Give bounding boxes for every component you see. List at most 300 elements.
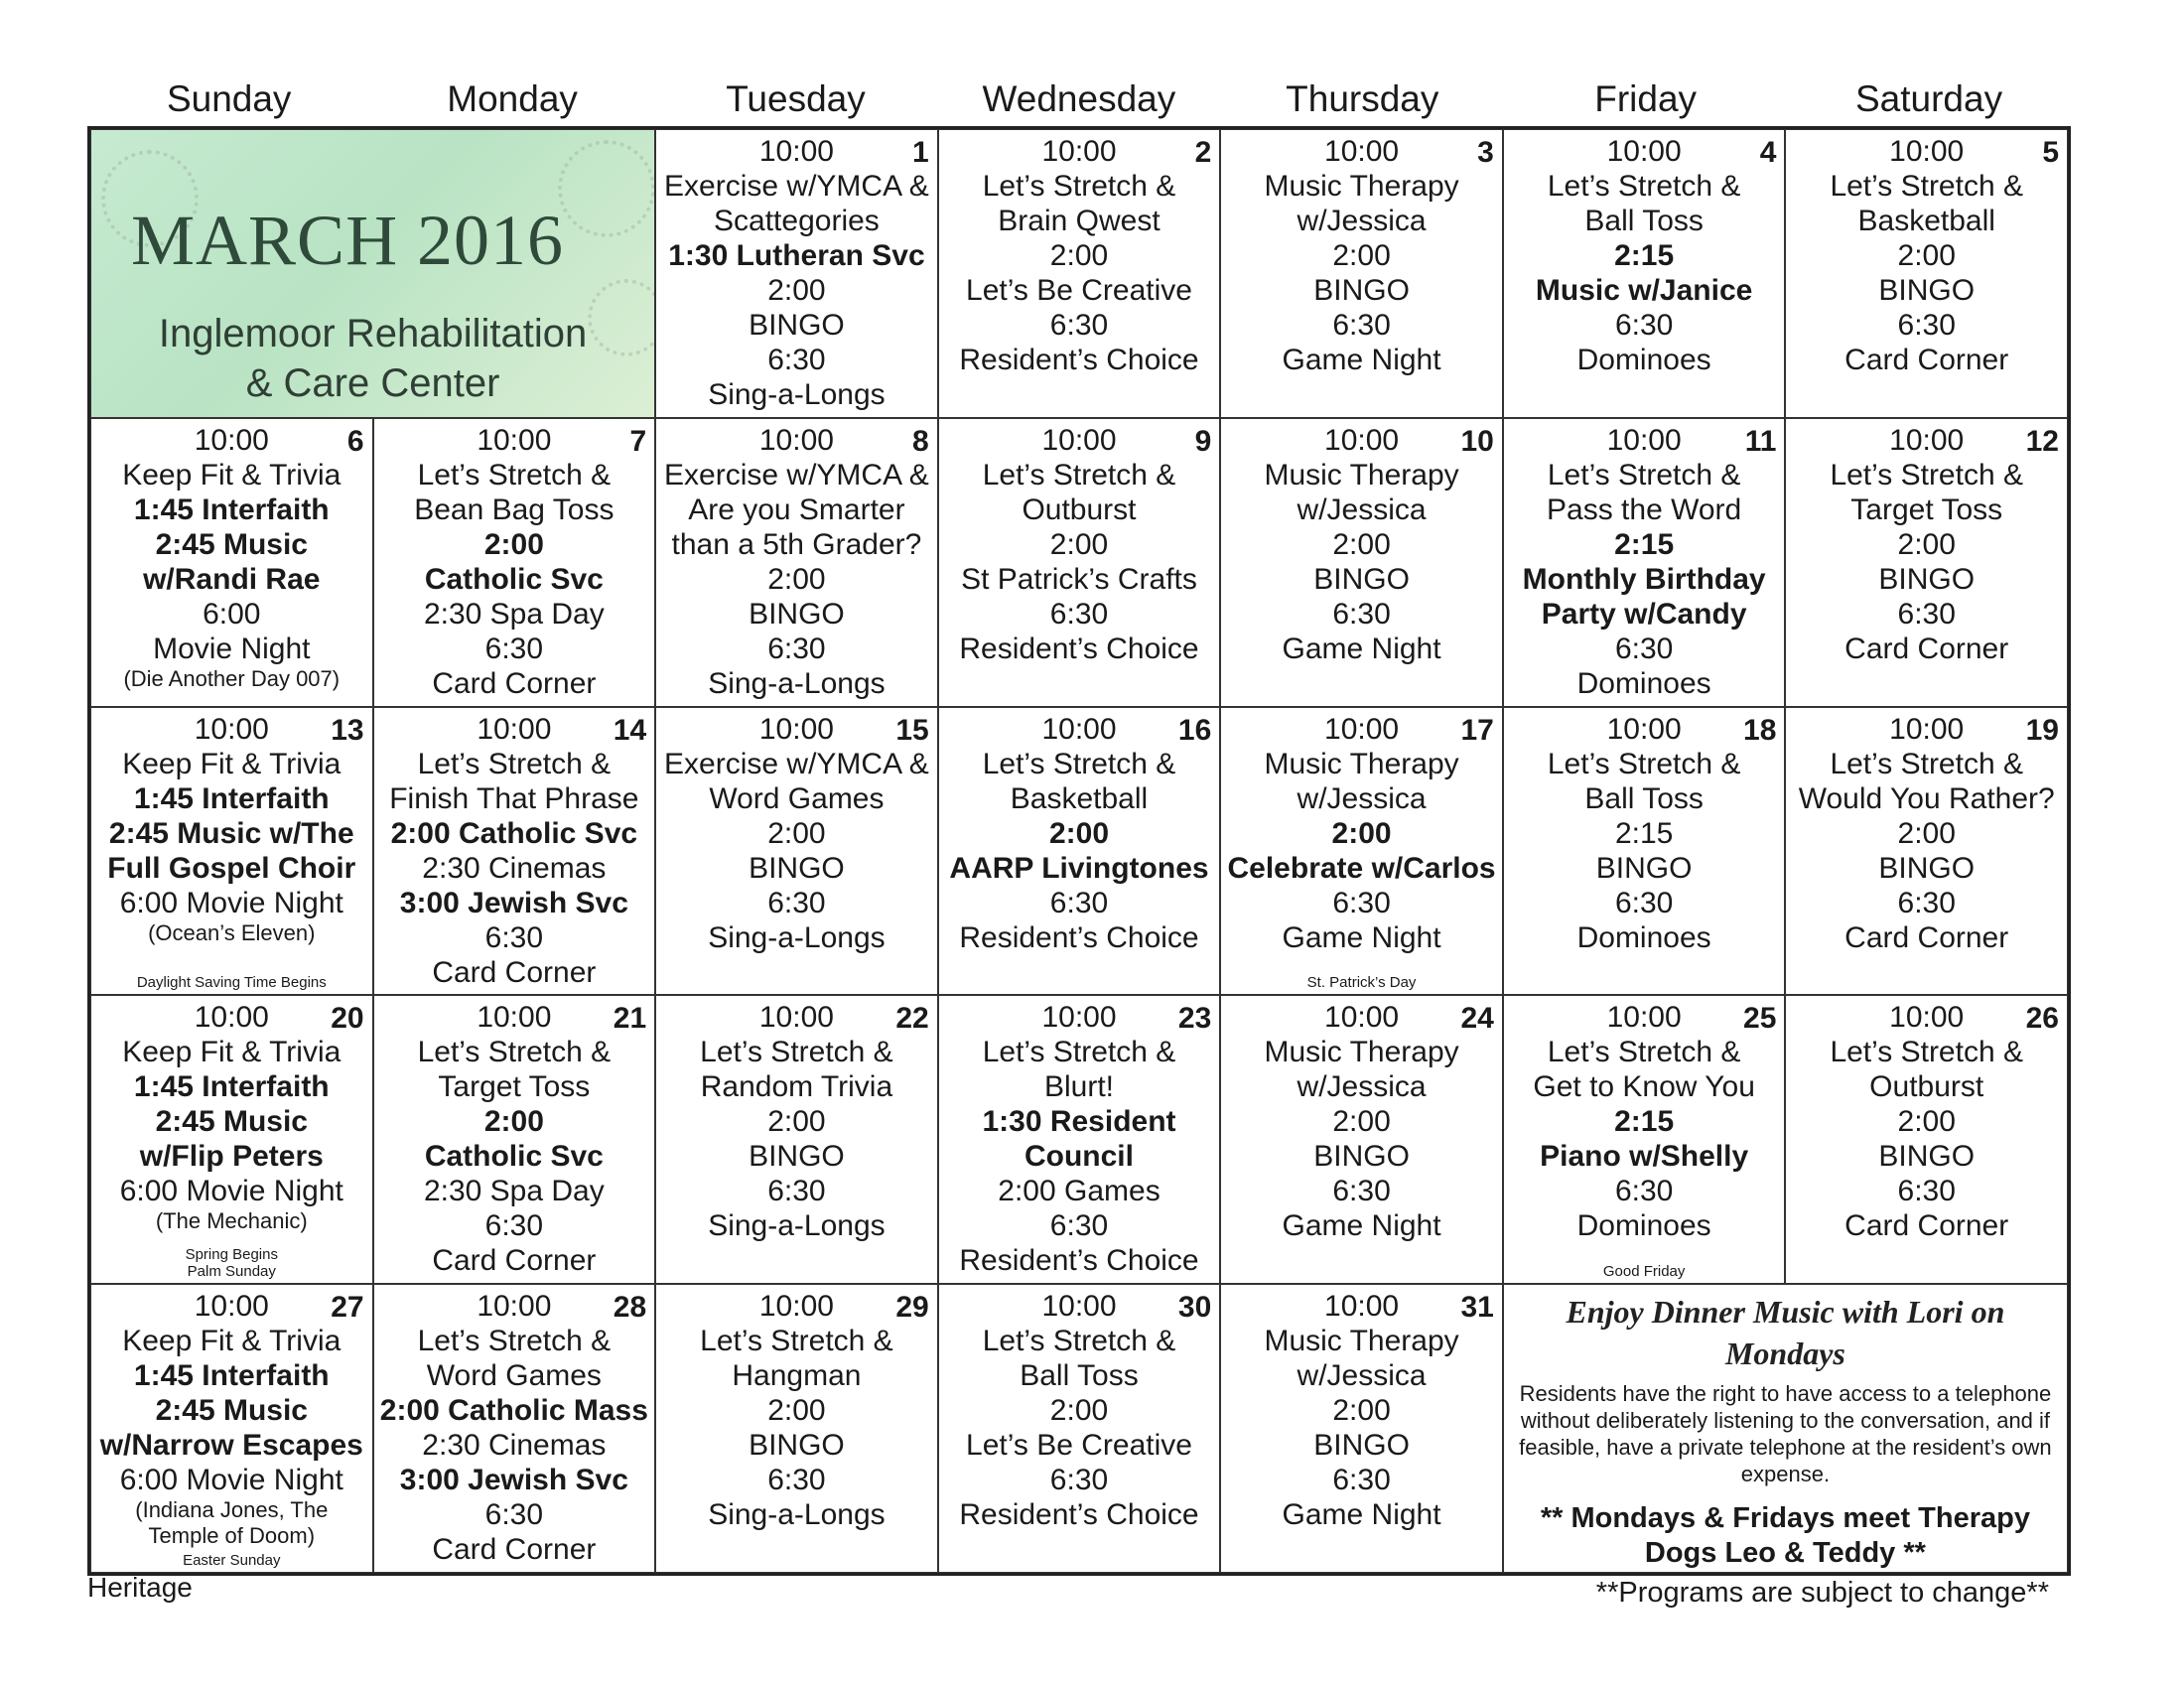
- activity-line: 2:00: [483, 1105, 544, 1139]
- day-footnote: Daylight Saving Time Begins: [136, 974, 327, 992]
- calendar-grid: [87, 126, 2071, 1576]
- activity-line: 10:00: [1889, 712, 1965, 746]
- activity-line: w/Jessica: [1297, 492, 1427, 526]
- weekday-label: Wednesday: [982, 78, 1176, 119]
- activity-line: 10:00: [194, 1001, 269, 1035]
- activity-line: 6:00: [203, 597, 261, 631]
- activity-line: BINGO: [749, 597, 845, 631]
- shamrock-decoration-icon: [558, 140, 655, 237]
- activity-line: Card Corner: [1844, 1209, 2009, 1243]
- activity-line: Let’s Stretch &: [700, 1036, 893, 1069]
- day-number: 5: [2042, 136, 2059, 169]
- activity-line: Keep Fit & Trivia: [122, 1036, 341, 1069]
- activity-line: Let’s Stretch &: [1830, 747, 2023, 780]
- day-footnote: Spring Begins Palm Sunday: [185, 1246, 278, 1281]
- activity-line: 6:30: [1614, 886, 1674, 919]
- activity-line: 2:00 Catholic Mass: [379, 1394, 648, 1428]
- activity-line: Exercise w/YMCA &: [664, 458, 929, 492]
- activity-line: 2:00: [767, 1394, 826, 1428]
- activity-line: 2:00: [1897, 1105, 1956, 1139]
- activity-line: 2:30 Cinemas: [422, 1429, 607, 1463]
- month-banner: [90, 129, 655, 418]
- day-number: 28: [613, 1291, 647, 1325]
- weekday-label: Sunday: [166, 78, 292, 119]
- activity-line: 6:30: [767, 344, 826, 376]
- activity-line: 6:30: [484, 920, 544, 954]
- day-number: 16: [1177, 713, 1212, 747]
- activity-line: Card Corner: [432, 955, 597, 989]
- activity-line: Full Gospel Choir: [107, 851, 356, 885]
- activity-line: 2:00: [767, 562, 826, 596]
- day-number: 26: [2025, 1002, 2059, 1036]
- day-footnote: Easter Sunday: [183, 1551, 281, 1569]
- activity-line: Music Therapy: [1264, 170, 1459, 203]
- activity-line: Let’s Be Creative: [966, 1429, 1192, 1463]
- activity-line: BINGO: [1313, 1140, 1410, 1174]
- activity-line: 10:00: [477, 1001, 552, 1035]
- activity-line: 10:00: [477, 1290, 552, 1324]
- activity-line: Let’s Stretch &: [1830, 1036, 2023, 1069]
- activity-line: Dominoes: [1576, 666, 1711, 700]
- activity-line: 10:00: [1606, 423, 1682, 457]
- activity-line: w/Flip Peters: [139, 1140, 324, 1174]
- facility-name: [91, 309, 654, 408]
- activity-line: BINGO: [749, 309, 845, 342]
- activity-line: 1:45 Interfaith: [133, 1359, 330, 1393]
- activity-line: 6:30: [1614, 309, 1674, 342]
- activity-line: 3:00 Jewish Svc: [399, 1464, 628, 1497]
- activity-line: 2:45 Music: [155, 527, 308, 561]
- activity-line: 2:00: [1332, 1105, 1391, 1139]
- day-cell: [1785, 418, 2068, 707]
- activity-line: Dominoes: [1576, 920, 1711, 954]
- activity-line: 2:00: [1331, 816, 1392, 850]
- activity-line: Resident’s Choice: [959, 1244, 1199, 1278]
- activity-line: Resident’s Choice: [959, 920, 1199, 954]
- activity-line: 2:00: [767, 1105, 826, 1139]
- day-cell: [90, 707, 373, 996]
- activity-line: 2:15: [1614, 816, 1674, 850]
- activity-line: Exercise w/YMCA &: [664, 170, 929, 203]
- activity-line: 10:00: [1606, 1001, 1682, 1035]
- activity-line: Sing-a-Longs: [708, 1209, 886, 1243]
- weekday-label: Tuesday: [726, 78, 866, 119]
- activity-line: Card Corner: [432, 666, 597, 700]
- activity-line: 2:15: [1614, 239, 1675, 272]
- activity-line: 2:00 Games: [998, 1175, 1160, 1208]
- activity-line: 10:00: [758, 423, 834, 457]
- day-cell: [1503, 418, 1786, 707]
- day-number: 6: [346, 424, 364, 458]
- day-footnote: Good Friday: [1602, 1263, 1686, 1281]
- activity-line: Let’s Stretch &: [982, 458, 1176, 492]
- activity-line: 10:00: [758, 712, 834, 746]
- weekday-label: Saturday: [1854, 78, 2003, 119]
- activity-line: Let’s Stretch &: [1547, 1036, 1741, 1069]
- day-cell: [373, 707, 656, 996]
- activity-line: w/Jessica: [1297, 1359, 1427, 1393]
- activity-line: than a 5th Grader?: [671, 527, 922, 561]
- activity-line: 6:00 Movie Night: [119, 1175, 343, 1208]
- activity-line: Let’s Stretch &: [700, 1325, 893, 1358]
- activity-line: 10:00: [1324, 1001, 1400, 1035]
- activity-line: Game Night: [1282, 632, 1441, 665]
- activity-line: 6:30: [484, 632, 544, 665]
- activity-line: (Indiana Jones, The: [135, 1497, 329, 1523]
- activity-line: BINGO: [749, 1140, 845, 1174]
- activity-line: Basketball: [1010, 781, 1149, 815]
- activity-line: 6:30: [767, 1464, 826, 1497]
- day-cell: [655, 995, 938, 1284]
- facility-name-line: Inglemoor Rehabilitation: [158, 312, 588, 355]
- day-cell: [1785, 995, 2068, 1284]
- activity-line: w/Narrow Escapes: [99, 1429, 363, 1463]
- activity-line: 10:00: [1041, 712, 1117, 746]
- activity-line: Game Night: [1282, 1498, 1441, 1532]
- activity-line: 1:30 Lutheran Svc: [668, 239, 925, 272]
- activity-line: 6:30: [767, 632, 826, 665]
- activity-line: 6:30: [1049, 886, 1109, 919]
- day-number: 1: [912, 136, 929, 169]
- activity-line: 10:00: [1889, 1001, 1965, 1035]
- facility-name-line: & Care Center: [245, 361, 500, 405]
- day-number: 11: [1744, 424, 1777, 458]
- day-number: 2: [1194, 136, 1212, 169]
- activity-line: Game Night: [1282, 344, 1441, 376]
- activity-line: 1:45 Interfaith: [133, 781, 330, 815]
- activity-line: Let’s Stretch &: [417, 1325, 612, 1358]
- activity-line: Pass the Word: [1547, 492, 1742, 526]
- activity-line: 2:00: [767, 274, 826, 307]
- activity-line: 10:00: [758, 1290, 834, 1324]
- activity-line: 2:00 Catholic Svc: [390, 816, 638, 850]
- activity-line: 10:00: [1324, 1290, 1400, 1324]
- activity-line: St Patrick’s Crafts: [961, 562, 1197, 596]
- day-cell: [655, 418, 938, 707]
- activity-line: 2:45 Music: [155, 1394, 308, 1428]
- activity-line: 6:30: [1897, 597, 1956, 631]
- day-number: 19: [2025, 713, 2059, 747]
- activity-line: Card Corner: [1844, 920, 2009, 954]
- activity-line: 10:00: [1324, 423, 1400, 457]
- day-number: 25: [1743, 1002, 1777, 1036]
- activity-line: Resident’s Choice: [959, 1498, 1199, 1532]
- day-cell: [938, 707, 1221, 996]
- activity-line: Party w/Candy: [1541, 597, 1747, 631]
- activity-line: BINGO: [1313, 274, 1410, 307]
- day-cell: [1220, 418, 1503, 707]
- activity-line: BINGO: [1878, 851, 1976, 885]
- day-cell: [1220, 129, 1503, 418]
- activity-line: 10:00: [1041, 1290, 1117, 1324]
- activity-line: 6:30: [1049, 597, 1109, 631]
- activity-line: Get to Know You: [1533, 1070, 1755, 1104]
- day-cell: [1785, 707, 2068, 996]
- therapy-dogs-note: ** Mondays & Fridays meet Therapy Dogs Leo & Teddy **: [1540, 1502, 2030, 1570]
- activity-line: Let’s Stretch &: [417, 1036, 612, 1069]
- activity-line: 6:00 Movie Night: [119, 886, 343, 919]
- activity-line: Are you Smarter: [688, 492, 905, 526]
- day-cell: [373, 418, 656, 707]
- activity-line: 6:30: [1049, 1209, 1109, 1243]
- activity-line: BINGO: [1878, 274, 1976, 307]
- activity-line: Monthly Birthday: [1522, 562, 1766, 596]
- activity-line: Dominoes: [1576, 1209, 1711, 1243]
- activity-line: Ball Toss: [1584, 781, 1704, 815]
- activity-line: Ball Toss: [1584, 205, 1704, 237]
- day-number: 7: [629, 424, 647, 458]
- activity-line: Council: [1024, 1140, 1134, 1174]
- weekday-label: Monday: [447, 78, 578, 119]
- activity-line: Brain Qwest: [998, 205, 1160, 237]
- day-number: 24: [1460, 1002, 1494, 1036]
- activity-line: Let’s Stretch &: [982, 170, 1176, 203]
- activity-line: 2:00: [1048, 816, 1110, 850]
- activity-line: 2:00: [1897, 239, 1956, 272]
- day-cell: [938, 995, 1221, 1284]
- activity-line: 6:30: [1897, 309, 1956, 342]
- activity-line: 10:00: [194, 1290, 269, 1324]
- activity-line: 2:00: [1897, 816, 1956, 850]
- activity-line: 6:30: [1049, 309, 1109, 342]
- activity-line: 2:00: [1049, 527, 1109, 561]
- activity-line: (Ocean’s Eleven): [148, 919, 316, 945]
- activity-line: 1:45 Interfaith: [133, 1070, 330, 1104]
- activity-line: Music w/Janice: [1535, 274, 1753, 307]
- activity-line: 6:30: [767, 1175, 826, 1208]
- activity-line: 6:00 Movie Night: [119, 1464, 343, 1497]
- activity-line: 10:00: [1041, 135, 1117, 168]
- activity-line: 2:00: [1332, 239, 1391, 272]
- activity-line: 2:00: [1332, 1394, 1391, 1428]
- activity-line: Celebrate w/Carlos: [1227, 851, 1496, 885]
- activity-line: 2:45 Music: [155, 1105, 308, 1139]
- footer-left: Heritage: [87, 1572, 193, 1603]
- day-number: 20: [331, 1002, 364, 1036]
- activity-line: 10:00: [1606, 712, 1682, 746]
- day-cell: [373, 995, 656, 1284]
- day-cell: [1785, 129, 2068, 418]
- activity-line: Let’s Stretch &: [982, 747, 1176, 780]
- activity-line: (The Mechanic): [155, 1208, 308, 1234]
- activity-line: Game Night: [1282, 1209, 1441, 1243]
- activity-line: Card Corner: [432, 1244, 597, 1278]
- activity-line: Basketball: [1857, 205, 1995, 237]
- activity-line: Music Therapy: [1264, 458, 1459, 492]
- day-cell: [1503, 995, 1786, 1284]
- day-number: 9: [1194, 424, 1212, 458]
- activity-line: Music Therapy: [1264, 747, 1459, 780]
- activity-line: 6:30: [1614, 632, 1674, 665]
- activity-line: 6:30: [484, 1209, 544, 1243]
- activity-line: Hangman: [732, 1359, 862, 1393]
- day-cell: [655, 129, 938, 418]
- activity-line: 6:30: [1897, 886, 1956, 919]
- day-cell: [90, 418, 373, 707]
- day-number: 21: [613, 1002, 647, 1036]
- activity-line: Sing-a-Longs: [708, 666, 886, 700]
- activity-line: AARP Livingtones: [949, 851, 1209, 885]
- activity-line: Would You Rather?: [1798, 781, 2055, 815]
- day-cell: [1503, 129, 1786, 418]
- activity-line: 2:30 Spa Day: [423, 1175, 605, 1208]
- activity-line: 10:00: [758, 135, 834, 168]
- activity-line: 10:00: [477, 712, 552, 746]
- activity-line: Game Night: [1282, 920, 1441, 954]
- activity-line: 10:00: [1041, 423, 1117, 457]
- notice-heading: Enjoy Dinner Music with Lori on Mondays: [1566, 1294, 2005, 1372]
- activity-line: 6:30: [767, 886, 826, 919]
- activity-line: 2:45 Music w/The: [108, 816, 354, 850]
- activity-line: 6:30: [1332, 1464, 1391, 1497]
- activity-line: w/Jessica: [1297, 205, 1427, 237]
- activity-line: BINGO: [1878, 562, 1976, 596]
- activity-line: 2:15: [1614, 1105, 1675, 1139]
- activity-line: Let’s Be Creative: [966, 274, 1192, 307]
- activity-line: Ball Toss: [1020, 1359, 1139, 1393]
- day-number: 17: [1460, 713, 1494, 747]
- activity-line: Resident’s Choice: [959, 344, 1199, 376]
- activity-line: Resident’s Choice: [959, 632, 1199, 665]
- activity-line: Keep Fit & Trivia: [122, 458, 341, 492]
- activity-line: 1:45 Interfaith: [133, 492, 330, 526]
- activity-line: 10:00: [758, 1001, 834, 1035]
- day-number: 10: [1460, 424, 1494, 458]
- activity-line: 2:00: [1049, 1394, 1109, 1428]
- activity-line: Card Corner: [432, 1533, 597, 1567]
- activity-line: 6:30: [484, 1498, 544, 1532]
- activity-line: Card Corner: [1844, 344, 2009, 376]
- day-number: 27: [331, 1291, 364, 1325]
- day-cell: [938, 129, 1221, 418]
- activity-line: 6:30: [1049, 1464, 1109, 1497]
- activity-line: 10:00: [1889, 423, 1965, 457]
- activity-line: 2:00: [483, 527, 544, 561]
- activity-line: Word Games: [709, 781, 885, 815]
- activity-line: BINGO: [749, 851, 845, 885]
- activity-line: 10:00: [1606, 135, 1682, 168]
- activity-line: Sing-a-Longs: [708, 1498, 886, 1532]
- activity-line: 6:30: [1614, 1175, 1674, 1208]
- day-number: 22: [895, 1002, 929, 1036]
- day-cell: [1220, 995, 1503, 1284]
- activity-line: Let’s Stretch &: [1547, 458, 1741, 492]
- activity-line: Finish That Phrase: [389, 781, 639, 815]
- activity-line: Let’s Stretch &: [417, 458, 612, 492]
- activity-line: Let’s Stretch &: [417, 747, 612, 780]
- day-number: 4: [1759, 136, 1777, 169]
- day-cell: [1220, 1284, 1503, 1573]
- day-cell: [90, 1284, 373, 1573]
- weekday-label: Thursday: [1286, 78, 1439, 119]
- day-cell: [655, 1284, 938, 1573]
- activity-line: 10:00: [194, 712, 269, 746]
- day-footnote: St. Patrick’s Day: [1306, 974, 1417, 992]
- activity-line: Outburst: [1022, 492, 1137, 526]
- activity-line: 2:30 Cinemas: [422, 851, 607, 885]
- activity-line: Bean Bag Toss: [414, 492, 614, 526]
- activity-line: 10:00: [1324, 135, 1400, 168]
- activity-line: 6:30: [1897, 1175, 1956, 1208]
- activity-line: Keep Fit & Trivia: [122, 1325, 341, 1358]
- activity-line: 2:00: [1049, 239, 1109, 272]
- day-number: 31: [1460, 1291, 1494, 1325]
- activity-line: 1:30 Resident: [982, 1105, 1176, 1139]
- weekday-header: [87, 70, 2071, 129]
- day-number: 18: [1743, 713, 1777, 747]
- footer-right: **Programs are subject to change**: [1595, 1577, 2049, 1609]
- activity-line: 10:00: [194, 423, 269, 457]
- activity-line: Music Therapy: [1264, 1325, 1459, 1358]
- activity-line: BINGO: [1313, 562, 1410, 596]
- activity-line: Catholic Svc: [424, 1140, 604, 1174]
- activity-line: Let’s Stretch &: [982, 1036, 1176, 1069]
- activity-line: 2:30 Spa Day: [423, 597, 605, 631]
- residents-rights-text: Residents have the right to have access to a telephone without deliberately listening to the conversation, and if feasible, have a private telephone at the resident’s own expense.: [1519, 1381, 2052, 1487]
- activity-line: Dominoes: [1576, 344, 1711, 376]
- day-number: 15: [895, 713, 929, 747]
- day-cell: [655, 707, 938, 996]
- activity-line: 10:00: [1041, 1001, 1117, 1035]
- activity-line: 2:00: [767, 816, 826, 850]
- activity-line: 6:30: [1332, 1175, 1391, 1208]
- activity-line: BINGO: [1878, 1140, 1976, 1174]
- activity-line: Random Trivia: [700, 1070, 893, 1104]
- activity-line: Exercise w/YMCA &: [664, 747, 929, 780]
- activity-line: Let’s Stretch &: [1547, 170, 1741, 203]
- activity-line: 2:00: [1332, 527, 1391, 561]
- activity-line: 6:30: [1332, 597, 1391, 631]
- day-number: 14: [613, 713, 647, 747]
- activity-line: Target Toss: [438, 1070, 591, 1104]
- activity-line: Outburst: [1869, 1070, 1984, 1104]
- activity-line: Keep Fit & Trivia: [122, 747, 341, 780]
- activity-line: Let’s Stretch &: [1547, 747, 1741, 780]
- activity-line: Let’s Stretch &: [1830, 170, 2023, 203]
- activity-line: 3:00 Jewish Svc: [399, 886, 628, 919]
- day-cell: [373, 1284, 656, 1573]
- day-number: 30: [1177, 1291, 1212, 1325]
- weekday-label: Friday: [1594, 78, 1698, 119]
- day-cell: [90, 995, 373, 1284]
- activity-line: Word Games: [426, 1359, 602, 1393]
- notice-panel: [1503, 1284, 2068, 1573]
- day-number: 8: [912, 424, 929, 458]
- activity-line: Let’s Stretch &: [1830, 458, 2023, 492]
- activity-line: Temple of Doom): [148, 1523, 316, 1549]
- activity-line: Movie Night: [153, 632, 311, 665]
- day-cell: [938, 1284, 1221, 1573]
- activity-line: BINGO: [749, 1429, 845, 1463]
- activity-line: Scattegories: [714, 205, 880, 237]
- activity-line: 10:00: [1889, 135, 1965, 168]
- activity-line: Sing-a-Longs: [708, 920, 886, 954]
- activity-line: 2:15: [1614, 527, 1675, 561]
- activity-line: Music Therapy: [1264, 1036, 1459, 1069]
- day-number: 23: [1177, 1002, 1212, 1036]
- activity-line: Blurt!: [1043, 1070, 1114, 1104]
- activity-line: Target Toss: [1850, 492, 2003, 526]
- day-number: 12: [2025, 424, 2059, 458]
- activity-line: 6:30: [1332, 886, 1391, 919]
- day-cell: [938, 418, 1221, 707]
- activity-line: 10:00: [477, 423, 552, 457]
- activity-line: BINGO: [1595, 851, 1693, 885]
- day-cell: [1503, 707, 1786, 996]
- activity-line: w/Randi Rae: [143, 562, 321, 596]
- day-number: 13: [331, 713, 364, 747]
- activity-line: 6:30: [1332, 309, 1391, 342]
